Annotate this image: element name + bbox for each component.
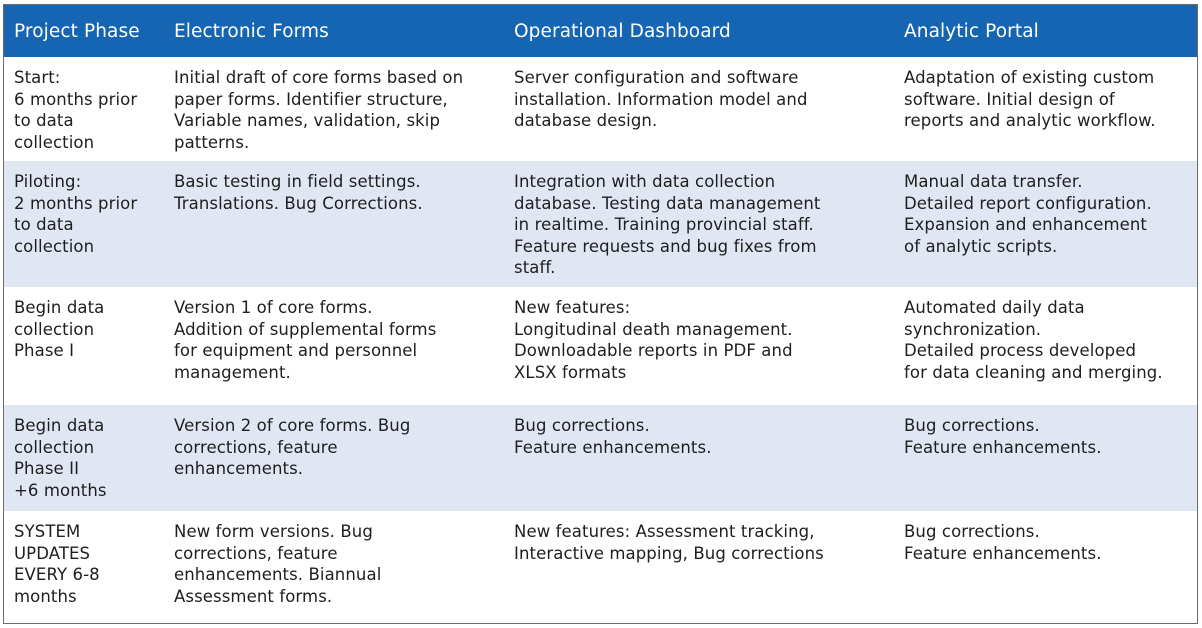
cell-text-line: paper forms. Identifier structure, xyxy=(174,89,448,109)
cell-text-line: Longitudinal death management. xyxy=(514,319,793,339)
cell-text-line: Begin data xyxy=(14,416,105,435)
table-row xyxy=(4,161,1198,287)
cell-text-line: New features: Assessment tracking, xyxy=(514,522,815,541)
cell-text-line: for data cleaning and merging. xyxy=(904,362,1163,382)
cell-text-line: collection xyxy=(14,319,95,339)
cell-text-line: synchronization. xyxy=(904,319,1042,339)
cell-text-line: reports and analytic workflow. xyxy=(904,111,1156,130)
cell-text-line: Feature enhancements. xyxy=(904,543,1102,563)
electronic-forms-cell xyxy=(164,57,504,161)
cell-text-line: of analytic scripts. xyxy=(904,236,1058,256)
electronic-forms-cell xyxy=(164,405,504,511)
cell-text-line: patterns. xyxy=(174,132,250,152)
cell-text-line: enhancements. Biannual xyxy=(174,565,382,584)
cell-text-line: Server configuration and software xyxy=(514,68,799,87)
table-row xyxy=(4,405,1198,511)
cell-text-line: +6 months xyxy=(14,480,107,500)
cell-text-line: Feature enhancements. xyxy=(904,437,1102,457)
cell-text-line: New form versions. Bug xyxy=(174,522,373,541)
cell-text-line: Feature enhancements. xyxy=(514,437,712,457)
cell-text-line: management. xyxy=(174,362,291,382)
analytic-portal-cell xyxy=(894,405,1198,511)
cell-text-line: Version 2 of core forms. Bug xyxy=(174,416,411,435)
cell-text-line: in realtime. Training provincial staff. xyxy=(514,215,814,234)
operational-dashboard-cell xyxy=(504,57,894,161)
cell-text-line: to data xyxy=(14,111,74,130)
cell-text-line: Version 1 of core forms. xyxy=(174,298,373,317)
phase-cell xyxy=(4,57,164,161)
header-electronic-forms: Electronic Forms xyxy=(174,20,329,42)
operational-dashboard-cell xyxy=(504,405,894,511)
project-phase-table-frame xyxy=(3,4,1198,624)
cell-text-line: staff. xyxy=(514,258,556,277)
cell-text-line: collection xyxy=(14,437,95,457)
cell-text-line: Basic testing in field settings. xyxy=(174,172,421,191)
cell-text-line: Phase I xyxy=(14,341,75,360)
cell-text-line: Bug corrections. xyxy=(904,522,1040,541)
cell-text-line: Variable names, validation, skip xyxy=(174,111,441,130)
phase-cell xyxy=(4,511,164,624)
cell-text-line: Manual data transfer. xyxy=(904,172,1083,191)
header-analytic-portal: Analytic Portal xyxy=(904,20,1039,42)
cell-text-line: Adaptation of existing custom xyxy=(904,68,1155,87)
cell-text-line: New features: xyxy=(514,298,631,317)
cell-text-line: Feature requests and bug fixes from xyxy=(514,236,817,256)
analytic-portal-cell xyxy=(894,511,1198,624)
cell-text-line: for equipment and personnel xyxy=(174,341,418,360)
phase-cell xyxy=(4,161,164,287)
header-operational-dashboard: Operational Dashboard xyxy=(514,20,731,42)
cell-text-line: 6 months prior xyxy=(14,89,138,109)
analytic-portal-cell xyxy=(894,57,1198,161)
electronic-forms-cell xyxy=(164,287,504,405)
cell-text-line: months xyxy=(14,586,77,606)
cell-text-line: Begin data xyxy=(14,298,105,317)
cell-text-line: 2 months prior xyxy=(14,193,138,213)
cell-text-line: XLSX formats xyxy=(514,362,627,382)
operational-dashboard-cell xyxy=(504,511,894,624)
cell-text-line: enhancements. xyxy=(174,459,304,478)
table-row xyxy=(4,57,1198,161)
cell-text-line: Downloadable reports in PDF and xyxy=(514,341,793,360)
header-project-phase: Project Phase xyxy=(14,20,140,42)
cell-text-line: Automated daily data xyxy=(904,298,1085,317)
cell-text-line: software. Initial design of xyxy=(904,89,1115,109)
cell-text-line: Interactive mapping, Bug corrections xyxy=(514,543,824,563)
cell-text-line: Detailed process developed xyxy=(904,341,1137,360)
cell-text-line: to data xyxy=(14,215,74,234)
cell-text-line: UPDATES xyxy=(14,543,91,563)
cell-text-line: Phase II xyxy=(14,459,80,478)
cell-text-line: Detailed report configuration. xyxy=(904,193,1152,213)
analytic-portal-cell xyxy=(894,161,1198,287)
cell-text-line: SYSTEM xyxy=(14,522,81,541)
cell-text-line: Initial draft of core forms based on xyxy=(174,68,464,87)
phase-cell xyxy=(4,287,164,405)
cell-text-line: Integration with data collection xyxy=(514,172,776,191)
phase-cell xyxy=(4,405,164,511)
table-row xyxy=(4,511,1198,624)
analytic-portal-cell xyxy=(894,287,1198,405)
electronic-forms-cell xyxy=(164,511,504,624)
cell-text-line: Assessment forms. xyxy=(174,586,333,606)
table-header-row xyxy=(4,5,1198,57)
cell-text-line: Bug corrections. xyxy=(904,416,1040,435)
cell-text-line: Expansion and enhancement xyxy=(904,215,1148,234)
electronic-forms-cell xyxy=(164,161,504,287)
cell-text-line: database. Testing data management xyxy=(514,193,821,213)
cell-text-line: installation. Information model and xyxy=(514,89,808,109)
cell-text-line: Piloting: xyxy=(14,172,82,191)
cell-text-line: collection xyxy=(14,132,95,152)
operational-dashboard-cell xyxy=(504,287,894,405)
cell-text-line: Translations. Bug Corrections. xyxy=(174,193,423,213)
table-row xyxy=(4,287,1198,405)
cell-text-line: corrections, feature xyxy=(174,437,338,457)
cell-text-line: database design. xyxy=(514,111,658,130)
cell-text-line: EVERY 6-8 xyxy=(14,565,100,584)
cell-text-line: Bug corrections. xyxy=(514,416,650,435)
cell-text-line: corrections, feature xyxy=(174,543,338,563)
operational-dashboard-cell xyxy=(504,161,894,287)
cell-text-line: Start: xyxy=(14,68,61,87)
cell-text-line: collection xyxy=(14,236,95,256)
project-phase-table xyxy=(4,5,1198,624)
cell-text-line: Addition of supplemental forms xyxy=(174,319,437,339)
